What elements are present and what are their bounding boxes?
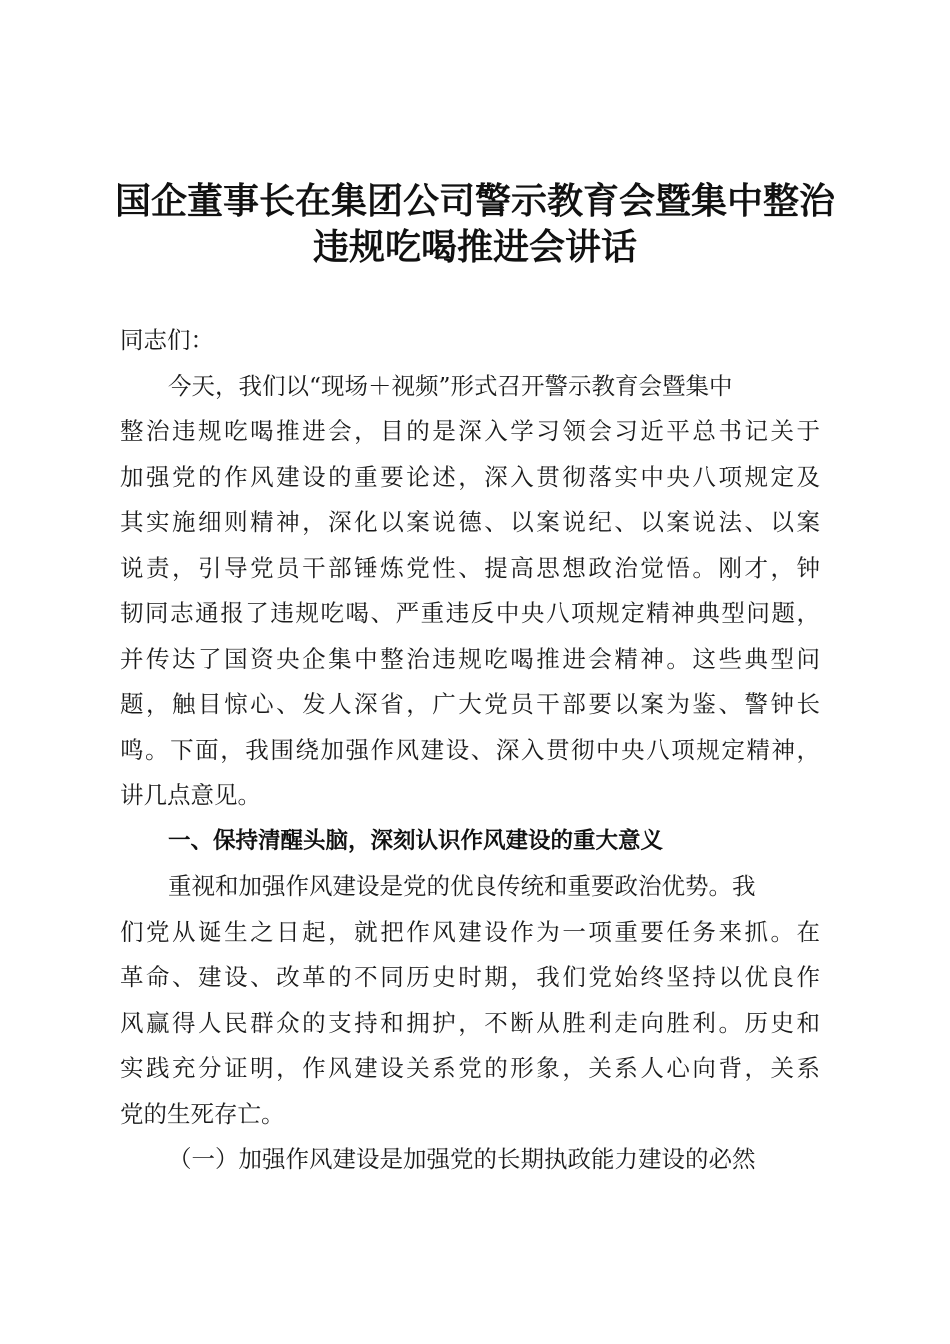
paragraph-2-line-2: 们党从诞生之日起，就把作风建设作为一项重要任务来抓。在 (120, 917, 820, 946)
paragraph-1-line-6: 韧同志通报了违规吃喝、严重违反中央八项规定精神典型问题， (120, 599, 820, 627)
paragraph-1-line-8: 题，触目惊心、发人深省，广大党员干部要以案为鉴、警钟长 (120, 690, 820, 718)
subheading-1: （一）加强作风建设是加强党的长期执政能力建设的必然 (168, 1145, 756, 1173)
paragraph-1-line-7: 并传达了国资央企集中整治违规吃喝推进会精神。这些典型问 (120, 644, 820, 673)
paragraph-1-line-10: 讲几点意见。 (120, 781, 261, 809)
paragraph-1-line-2: 整治违规吃喝推进会，目的是深入学习领会习近平总书记关于 (120, 417, 820, 445)
paragraph-2-line-4: 风赢得人民群众的支持和拥护，不断从胜利走向胜利。历史和 (120, 1008, 820, 1037)
paragraph-2-line-6: 党的生死存亡。 (120, 1099, 285, 1128)
document-title-line-1: 国企董事长在集团公司警示教育会暨集中整治 (114, 180, 835, 222)
paragraph-1-line-5: 说责，引导党员干部锤炼党性、提高思想政治觉悟。刚才，钟 (120, 553, 820, 582)
section-heading-1: 一、保持清醒头脑，深刻认识作风建设的重大意义 (168, 827, 664, 854)
paragraph-1-line-1: 今天，我们以“现场＋视频”形式召开警示教育会暨集中 (168, 371, 733, 400)
paragraph-2-line-5: 实践充分证明，作风建设关系党的形象，关系人心向背，关系 (120, 1054, 820, 1082)
salutation: 同志们： (120, 326, 214, 354)
paragraph-1-line-9: 鸣。下面，我围绕加强作风建设、深入贯彻中央八项规定精神， (120, 735, 820, 764)
paragraph-2-line-1: 重视和加强作风建设是党的优良传统和重要政治优势。我 (168, 872, 756, 900)
paragraph-1-line-4: 其实施细则精神，深化以案说德、以案说纪、以案说法、以案 (120, 508, 820, 536)
paragraph-2-line-3: 革命、建设、改革的不同历史时期，我们党始终坚持以优良作 (120, 963, 820, 991)
paragraph-1-line-3: 加强党的作风建设的重要论述，深入贯彻落实中央八项规定及 (120, 462, 820, 491)
document-title-line-2: 违规吃喝推进会讲话 (312, 226, 637, 268)
